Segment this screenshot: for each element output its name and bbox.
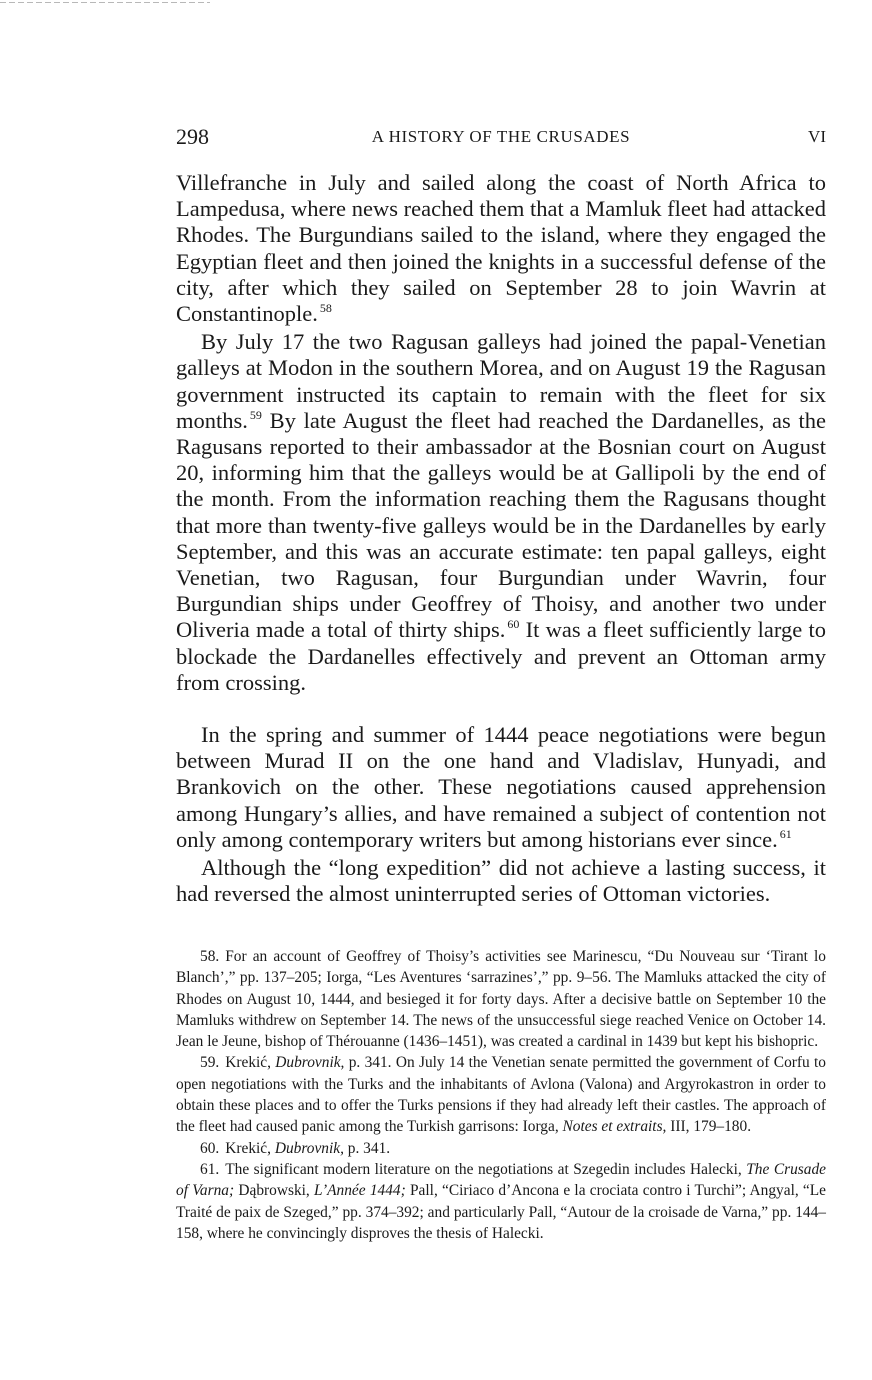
footnote-italic: L’Année 1444; bbox=[314, 1182, 406, 1200]
paragraph-text: By late August the fleet had reached the Dardanelles, as the Ragusans reported to their ambassador at the Bosnian court on August 20, informing him that the galleys would be at Gallipoli by the end of the month. From the information reaching them the Ragusans thought that more than twenty-five galleys would be in the Dardanelles by early September, and this was an accurate estimate: ten papal galleys, eight Venetian, two Ragusan, four Burgundian under Wavrin, four Burgundian ships under Geoffrey of Thoisy, and another two under Oliveria made a total of thirty ships. bbox=[176, 407, 826, 643]
footnote-59 bbox=[176, 1052, 826, 1137]
footnote-number: 61. bbox=[200, 1160, 220, 1178]
footnote-58 bbox=[176, 946, 826, 1052]
paragraph-text: It was a fleet sufficiently large to blockade the Dardanelles effectively and prevent an Ottoman army from crossing. bbox=[176, 617, 826, 695]
section-number: VI bbox=[808, 127, 826, 146]
footnote-text: For an account of Geoffrey of Thoisy’s activities see Marinescu, “Du Nouveau sur ‘Tirant lo Blanch’,” pp. 137–205; Iorga, “Les Aventures ‘sarrazines’,” pp. 9–56. The Mamluks attacked the city of Rhodes on August 10, 1444, and besieged it for forty days. After a decisive battle on September 10 the Mamluks withdrew on September 14. The news of the unsuccessful siege reached Venice on October 14. Jean le Jeune, bishop of Thérouanne (1436–1451), was created a cardinal in 1439 but kept his bishopric. bbox=[176, 948, 826, 1051]
footnote-text: The significant modern literature on the negotiations at Szegedin includes Halecki, bbox=[225, 1160, 747, 1178]
footnote-text: Krekić, bbox=[225, 1054, 276, 1072]
book-title: A HISTORY OF THE CRUSADES bbox=[371, 127, 631, 146]
footnote-text: Krekić, bbox=[225, 1139, 275, 1157]
scan-artifact-line bbox=[0, 2, 210, 3]
footnote-italic: The Crusade of Varna; bbox=[176, 1160, 826, 1200]
footnote-60 bbox=[176, 1138, 826, 1159]
footnote-61 bbox=[176, 1159, 826, 1244]
footnote-ref-59[interactable]: 59 bbox=[249, 407, 262, 422]
footnote-ref-61[interactable]: 61 bbox=[779, 826, 792, 841]
footnote-text: p. 341. bbox=[343, 1139, 391, 1157]
footnote-text: Dąbrowski, bbox=[234, 1182, 315, 1200]
footnote-italic: Dubrovnik, bbox=[275, 1054, 345, 1072]
footnote-text: III, 179–180. bbox=[666, 1118, 752, 1136]
paragraph-text: In the spring and summer of 1444 peace negotiations were begun between Murad II on the one hand and Vladislav, Hunyadi, and Brankovich on the other. These negotiations caused apprehension among Hungary’s allies, and have remained a subject of contention not only among contemporary writers but among historians ever since. bbox=[176, 722, 826, 852]
paragraph-text: By July 17 the two Ragusan galleys had joined the papal-Venetian galleys at Modon in the southern Morea, and on August 19 the Ragusan government instructed its captain to remain with the fleet for six months. bbox=[176, 329, 826, 433]
footnote-italic: Notes et extraits, bbox=[562, 1118, 667, 1136]
footnote-ref-58[interactable]: 58 bbox=[319, 301, 332, 316]
paragraph-3 bbox=[176, 722, 826, 853]
paragraph-text: Although the “long expedition” did not achieve a lasting success, it had reversed the almost uninterrupted series of Ottoman victories. bbox=[176, 855, 826, 907]
footnote-italic: Dubrovnik, bbox=[274, 1139, 344, 1157]
paragraph-1 bbox=[176, 170, 826, 327]
footnote-ref-60[interactable]: 60 bbox=[507, 617, 520, 632]
footnote-text: Pall, “Ciriaco d’Ancona e la crociata contro i Turchi”; Angyal, “Le Traité de paix de Szeged,” pp. 374–392; and particularly Pall, “Autour de la croisade de Varna,” pp. 144–158, where he convincingly disproves the thesis of Halecki. bbox=[176, 1182, 827, 1242]
footnote-number: 59. bbox=[200, 1054, 220, 1072]
main-text bbox=[176, 170, 826, 907]
paragraph-4 bbox=[176, 855, 826, 907]
footnote-number: 60. bbox=[200, 1139, 220, 1157]
paragraph-2 bbox=[176, 329, 826, 696]
footnotes bbox=[176, 946, 826, 1244]
page-number: 298 bbox=[176, 124, 209, 149]
footnote-number: 58. bbox=[200, 948, 220, 965]
paragraph-text: Villefranche in July and sailed along the coast of North Africa to Lampedusa, where news reached them that a Mamluk fleet had attacked Rhodes. The Burgundians sailed to the island, where they engaged the Egyptian fleet and then joined the knights in a successful defense of the city, after which they sailed on September 28 to join Wavrin at Constantinople. bbox=[176, 170, 826, 327]
footnote-text: p. 341. On July 14 the Venetian senate permitted the government of Corfu to open negotiations with the Turks and the inhabitants of Avlona (Valona) and Argyrokastron in order to obtain these places and to offer the Turks pensions if they had already left their castles. The approach of the fleet had caused panic among the Turkish garrisons: Iorga, bbox=[176, 1054, 826, 1136]
running-head bbox=[176, 124, 826, 150]
